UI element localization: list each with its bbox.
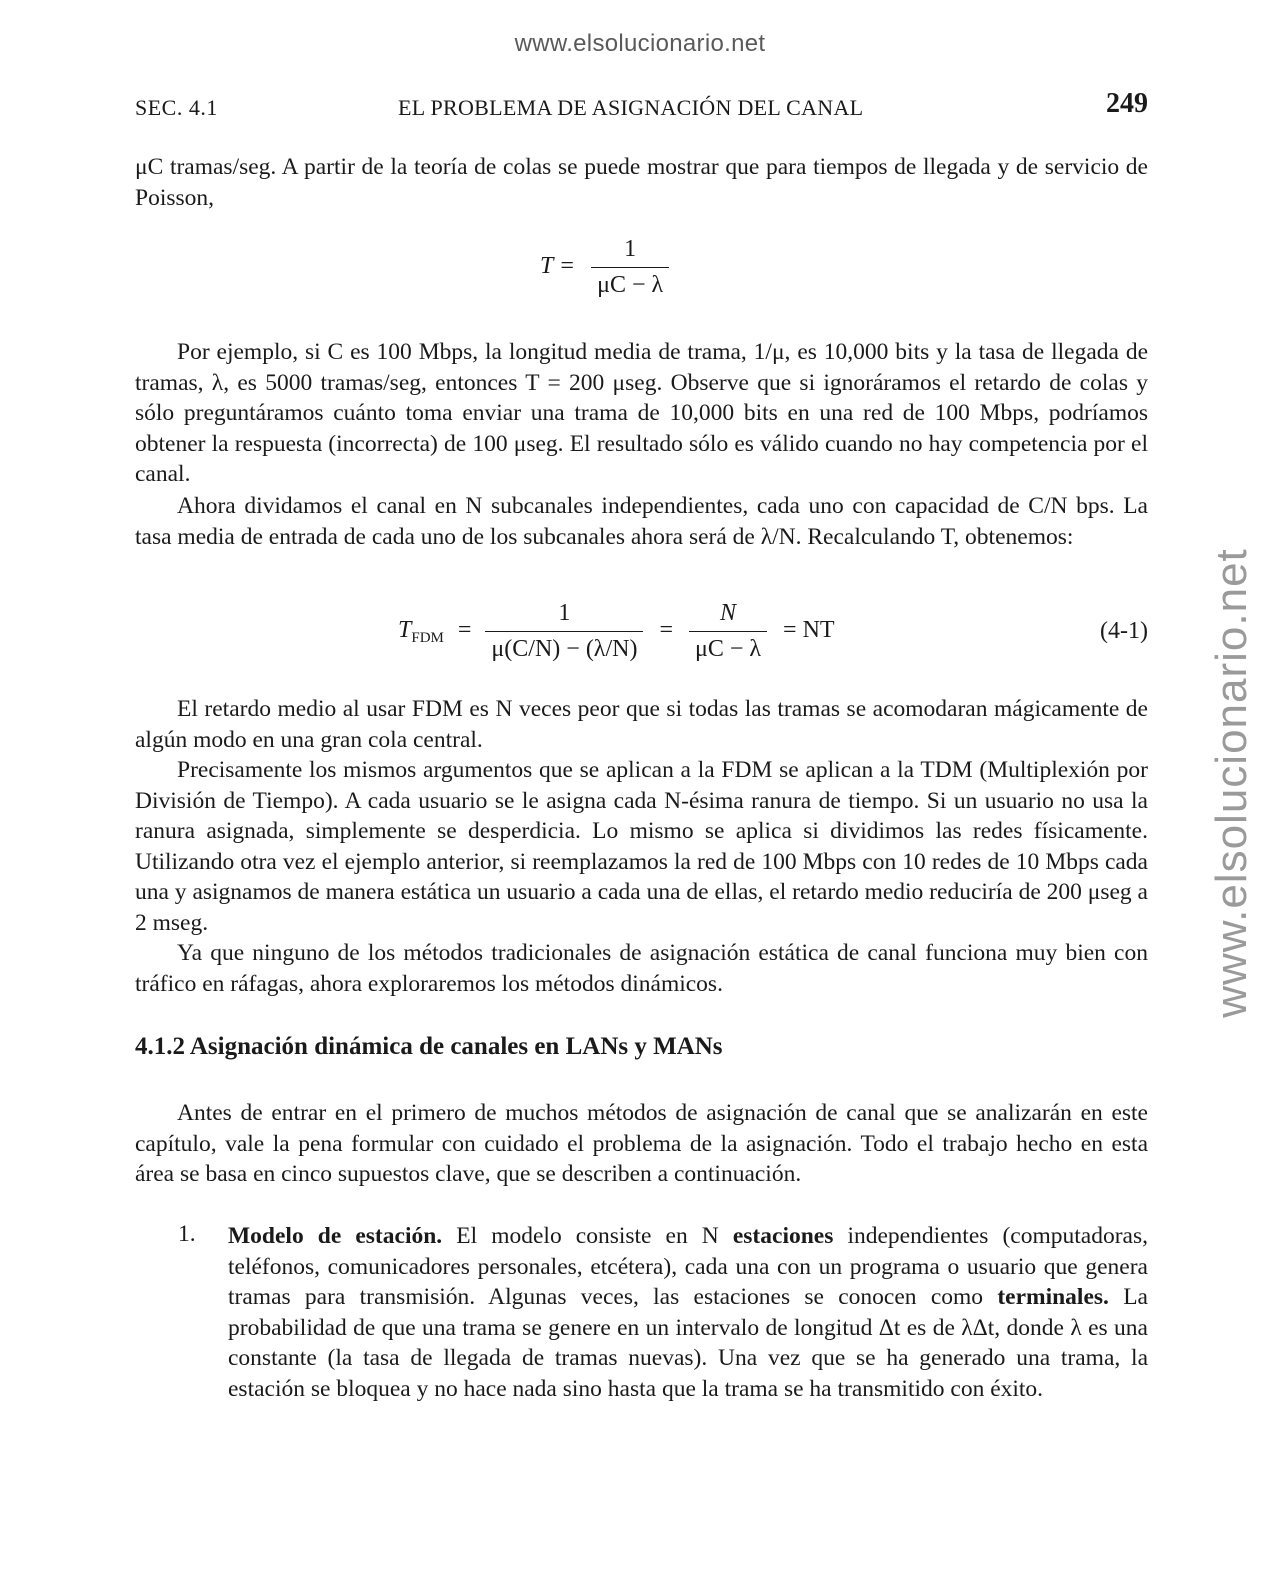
- equation-fraction-2: [689, 600, 767, 663]
- list-item-1: [228, 1221, 1148, 1405]
- paragraph-2: Por ejemplo, si C es 100 Mbps, la longitud media de trama, 1/μ, es 10,000 bits y la tasa de llegada de tramas, λ, es 5000 tramas/seg, entonces T = 200 μseg. Observe que si ignoráramos el retardo de colas y sólo preguntáramos cuánto toma enviar una trama de 10,000 bits en una red de 100 Mbps, podríamos obtener la respuesta (incorrecta) de 100 μseg. El resultado sólo es válido cuando no hay competencia por el canal.: [135, 339, 1148, 488]
- paragraph-1-text: tramas/seg. A partir de la teoría de colas se puede mostrar que para tiempos de llegada y de servicio de Poisson,: [135, 154, 1148, 211]
- list-item-number: 1.: [178, 1221, 196, 1247]
- list-item-text-c: La probabilidad de que una trama se genere en un intervalo de longitud Δt es de λΔt, donde λ es una constante (la tasa de llegada de tramas nuevas). Una vez que se ha generado una trama, la estación se bloquea y no hace nada sino hasta que la trama se ha transmitido con éxito.: [228, 1284, 1148, 1402]
- equation-eq-sign-1: =: [457, 617, 472, 644]
- watermark-side: www.elsolucionario.net: [1207, 548, 1256, 1018]
- equation-tfdm: [398, 600, 898, 663]
- equation-t-lhs: T =: [540, 253, 576, 280]
- equation-t-numerator: 1: [624, 236, 637, 262]
- equation-eq-sign-2: =: [659, 617, 673, 644]
- fraction-2-numerator: N: [720, 600, 737, 626]
- paragraph-4: El retardo medio al usar FDM es N veces peor que si todas las tramas se acomodaran mágicamente de algún modo en una gran cola central.: [135, 696, 1148, 753]
- list-item-text-b: independientes (computadoras, teléfonos, comunicadores personales, etcétera), cada una con un programa o usuario que genera tramas para transmisión. Algunas veces, las estaciones se conocen como: [228, 1223, 1149, 1311]
- paragraph-3: Ahora dividamos el canal en N subcanales independientes, cada uno con capacidad de C/N bps. La tasa media de entrada de cada uno de los subcanales ahora será de λ/N. Recalculando T, obtenemos:: [135, 493, 1148, 550]
- header-section: SEC. 4.1: [135, 95, 218, 120]
- section-heading: 4.1.2 Asignación dinámica de canales en LANs y MANs: [135, 1033, 723, 1060]
- mu-c-symbol: μC: [135, 154, 164, 180]
- fraction-1-numerator: 1: [558, 600, 571, 626]
- equation-t-denominator: μC − λ: [591, 267, 669, 299]
- list-item-bold-b: terminales.: [997, 1284, 1109, 1311]
- watermark-top: www.elsolucionario.net: [514, 30, 766, 57]
- list-item-bold-a: estaciones: [732, 1223, 834, 1249]
- paragraph-7: Antes de entrar en el primero de muchos métodos de asignación de canal que se analizarán en este capítulo, vale la pena formular con cuidado el problema de la asignación. Todo el trabajo hecho en esta área se basa en cinco supuestos clave, que se describen a continuación.: [135, 1100, 1148, 1188]
- list-item-term: Modelo de estación.: [228, 1223, 443, 1249]
- equation-fraction-1: [485, 600, 643, 663]
- equation-label: (4-1): [1100, 618, 1148, 644]
- fraction-2-denominator: μC − λ: [689, 631, 767, 663]
- page-number: 249: [1106, 88, 1148, 119]
- equation-t-fraction: [591, 236, 669, 299]
- fraction-1-denominator: μ(C/N) − (λ/N): [485, 631, 643, 663]
- paragraph-5: Precisamente los mismos argumentos que se aplican a la FDM se aplican a la TDM (Multiplexión por División de Tiempo). A cada usuario se le asigna cada N-ésima ranura de tiempo. Si un usuario no usa la ranura asignada, simplemente se desperdicia. Lo mismo se aplica si dividimos las redes físicamente. Utilizando otra vez el ejemplo anterior, si reemplazamos la red de 100 Mbps con 10 redes de 10 Mbps cada una y asignamos de manera estática un usuario a cada una de ellas, el retardo medio reduciría de 200 μseg a 2 mseg.: [135, 757, 1148, 936]
- tfdm-subscript: FDM: [411, 630, 444, 647]
- equation-tfdm-lhs: [398, 617, 444, 647]
- header-title: EL PROBLEMA DE ASIGNACIÓN DEL CANAL: [398, 95, 864, 120]
- equation-rhs: = NT: [783, 617, 835, 644]
- paragraph-1: [135, 152, 1148, 213]
- paragraph-6: Ya que ninguno de los métodos tradicionales de asignación estática de canal funciona muy bien con tráfico en ráfagas, ahora exploraremos los métodos dinámicos.: [135, 940, 1148, 997]
- list-item-text-a: El modelo consiste en N: [442, 1223, 733, 1249]
- equation-t: [540, 236, 760, 299]
- tfdm-t: T: [398, 617, 412, 644]
